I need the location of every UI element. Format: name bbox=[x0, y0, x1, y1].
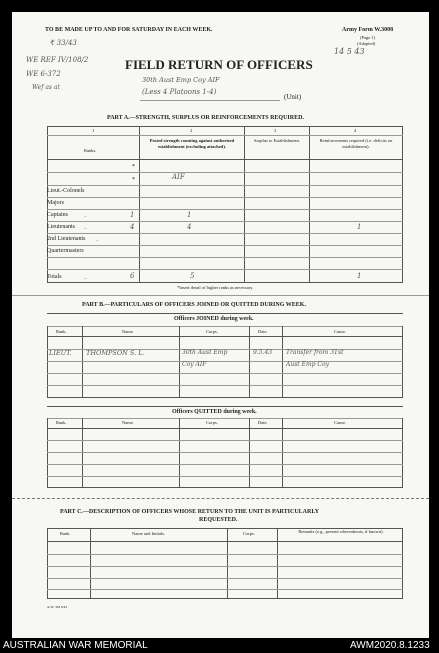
part-c-col-rank: Rank. bbox=[60, 531, 71, 536]
hw-posted-captains: 1 bbox=[187, 211, 192, 219]
instruction-text: TO BE MADE UP TO AND FOR SATURDAY IN EACH WEEK. bbox=[45, 27, 213, 33]
form-title: FIELD RETURN OF OFFICERS bbox=[125, 57, 313, 72]
part-c-col-corps: Corps. bbox=[243, 531, 255, 536]
hw-ref-1: WE REF IV/108/2 bbox=[26, 56, 89, 64]
totals-label: Totals bbox=[47, 274, 62, 280]
rank-captains: Captains bbox=[47, 212, 68, 218]
rank-majors: Majors bbox=[47, 200, 64, 206]
unit-label: (Unit) bbox=[284, 93, 302, 101]
part-b-title: PART B.—PARTICULARS OF OFFICERS JOINED OR QUITTED DURING WEEK. bbox=[82, 302, 306, 308]
col-header-posted: Posted strength counting against authorized establishment (excluding attached). bbox=[149, 138, 235, 149]
part-c-col-name: Name and Initials. bbox=[132, 531, 166, 536]
footer-accession: AWM2020.8.1233 bbox=[350, 640, 430, 651]
rank-quartermasters: Quartermasters bbox=[47, 248, 84, 254]
form-number: Army Form W.3008 bbox=[342, 27, 394, 33]
col-header-reinforcements: Reinforcements required (i.e. deficits on establishment). bbox=[319, 138, 393, 149]
hw-unit-line1: 30th Aust Emp Coy AIF bbox=[142, 76, 220, 84]
col-header-ranks: Ranks. bbox=[84, 148, 97, 153]
hw-total-est: 6 bbox=[130, 272, 135, 280]
printer-mark: A.W. 3M 6/43 bbox=[47, 605, 68, 609]
hw-est-lieutenants: 4 bbox=[130, 223, 135, 231]
hw-joined-name: THOMPSON S. L. bbox=[86, 349, 145, 357]
joined-col-date: Date. bbox=[258, 329, 268, 334]
hw-reinf-lieutenants: 1 bbox=[357, 223, 362, 231]
col-header-surplus: Surplus to Establishment. bbox=[253, 138, 301, 143]
joined-col-rank: Rank. bbox=[56, 329, 67, 334]
col-num-4: 4 bbox=[354, 128, 357, 133]
quitted-col-cause: Cause. bbox=[334, 420, 347, 425]
joined-col-corps: Corps. bbox=[206, 329, 218, 334]
hw-total-reinf: 1 bbox=[357, 272, 362, 280]
col-num-1: 1 bbox=[92, 128, 95, 133]
hw-aif: AIF bbox=[172, 173, 185, 181]
part-c-col-remarks: Remarks (e.g., present whereabouts, if known). bbox=[298, 529, 384, 534]
hw-joined-cause-2: Aust Emp Coy bbox=[286, 361, 330, 368]
hw-est-captains: 1 bbox=[130, 211, 135, 219]
part-c-title-2: REQUESTED. bbox=[199, 517, 238, 523]
joined-col-name: Name. bbox=[122, 329, 134, 334]
quitted-col-date: Date. bbox=[258, 420, 268, 425]
rank-lieutenants: Lieutenants bbox=[47, 224, 75, 230]
hw-joined-corps-2: Coy AIF bbox=[182, 361, 207, 368]
footer-source: AUSTRALIAN WAR MEMORIAL bbox=[3, 640, 148, 651]
quitted-col-rank: Rank. bbox=[56, 420, 67, 425]
quitted-col-name: Name. bbox=[122, 420, 134, 425]
hw-unit-line2: (Less 4 Platoons 1-4) bbox=[142, 88, 217, 96]
hw-joined-cause-1: Transfer from 31st bbox=[286, 349, 344, 356]
joined-title: Officers JOINED during week. bbox=[174, 316, 254, 322]
part-c-title-1: PART C.—DESCRIPTION OF OFFICERS WHOSE RETURN TO THE UNIT IS PARTICULARLY bbox=[60, 509, 320, 515]
form-page: TO BE MADE UP TO AND FOR SATURDAY IN EACH WEEK. Army Form W.3008 (Page 1) (Adapted) ₹ 33/43 WE REF IV/108/2 WE 6-372 Wef as at 14 5 43 FIELD RETURN OF OFFICERS 30th Aust Emp Coy AIF (Less 4 Platoons 1-4) (Unit) PART A.—STRENGTH, SURPLUS OR REINFORCEMENTS REQUIRED. 1 2 3 4 Ranks. Posted strength counting against authorized establishment (excluding attached). Surplus to Establishment. Reinforcements required (i.e. deficits on establishment). * * Lieut.-Colonels Majors Captains Lieutenants 2nd Lieutenants Quartermasters ... ... ... AIF 1 4 1 4 1 Totals ... 6 5 1 *Insert detail of higher ranks as necessary. PART B.—PARTICULARS OF OFFICERS JOINED OR QUITTED DURING WEEK. Officers JOINED during week. Rank. Name. Corps. Date. Cause. LIEUT. THOMPSON S. L. 30th Aust Emp Coy AIF 9.5.43 Transfer from 31st Aust Emp Coy Officers QUITTED during week. Rank. Name. Corps. Date. Cause. PART C.—DESCRIPTION OF OFFICERS WHOSE RETURN TO THE UNIT IS PARTICULARLY REQUESTED. Rank. Name and Initials. Corps. Remarks (e.g., present whereabouts, if known). A.W. 3M 6/43 bbox=[12, 12, 429, 638]
rank-lieut-colonels: Lieut.-Colonels bbox=[47, 188, 85, 194]
quitted-title: Officers QUITTED during week. bbox=[172, 409, 257, 415]
hw-ref-2: WE 6-372 bbox=[26, 70, 61, 78]
col-num-3: 3 bbox=[274, 128, 277, 133]
hw-date: 14 5 43 bbox=[334, 47, 365, 56]
quitted-col-corps: Corps. bbox=[206, 420, 218, 425]
hw-posted-lieutenants: 4 bbox=[187, 223, 192, 231]
joined-col-cause: Cause. bbox=[334, 329, 347, 334]
hw-ref-0: ₹ 33/43 bbox=[50, 39, 77, 47]
hw-ref-3: Wef as at bbox=[32, 84, 60, 91]
rank-2nd-lieutenants: 2nd Lieutenants bbox=[47, 236, 86, 242]
hw-joined-corps-1: 30th Aust Emp bbox=[182, 349, 228, 356]
part-a-title: PART A.—STRENGTH, SURPLUS OR REINFORCEMENTS REQUIRED. bbox=[107, 115, 304, 121]
form-page-number: (Page 1) bbox=[360, 35, 376, 40]
hw-joined-rank: LIEUT. bbox=[49, 349, 72, 357]
col-num-2: 2 bbox=[190, 128, 193, 133]
hw-total-posted: 5 bbox=[190, 272, 195, 280]
hw-joined-date: 9.5.43 bbox=[253, 349, 273, 356]
form-adapted: (Adapted) bbox=[357, 41, 376, 46]
part-a-note: *Insert detail of higher ranks as necessary. bbox=[177, 285, 254, 290]
